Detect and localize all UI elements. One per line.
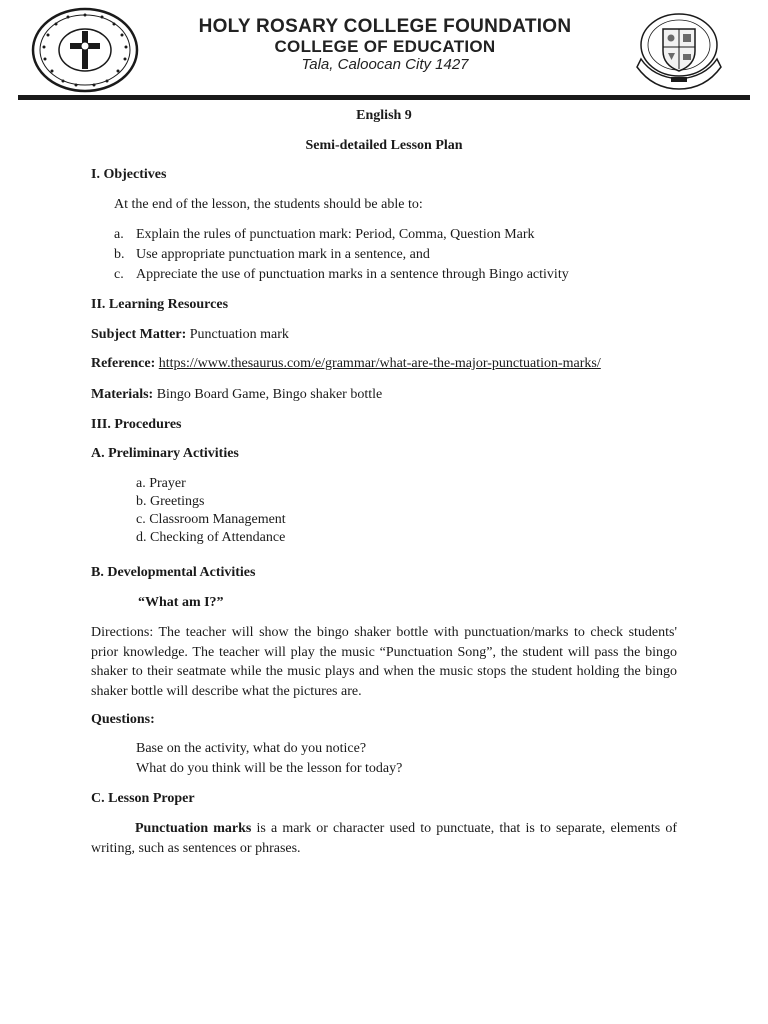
materials-line (91, 386, 382, 404)
lesson-definition-text: is a mark or character used to punctuate, that is to separate, elements of writing, such as sentences or phrases. (91, 821, 678, 856)
college-name: COLLEGE OF EDUCATION (274, 37, 496, 56)
lesson-term: Punctuation marks (135, 821, 252, 836)
activity-directions: Directions: The teacher will show the bingo shaker bottle with punctuation/marks to check students' prior knowledge. The teacher will play the music “Punctuation Song”, the student will pass the bingo shaker to their seatmate while the music plays and when the music stops the student holding the bingo shaker bottle will describe what the pictures are. (91, 625, 677, 699)
objectives-heading: I. Objectives (91, 167, 167, 182)
objective-marker: c. (114, 267, 124, 282)
objective-item: Appreciate the use of punctuation marks in a sentence through Bingo activity (136, 267, 569, 282)
letterhead-text (150, 17, 620, 74)
procedures-heading: III. Procedures (91, 417, 182, 432)
developmental-heading: B. Developmental Activities (91, 565, 256, 580)
question-item: What do you think will be the lesson for today? (136, 761, 403, 776)
lesson-proper-heading: C. Lesson Proper (91, 791, 195, 806)
college-address: Tala, Caloocan City 1427 (301, 56, 469, 73)
questions-heading: Questions: (91, 712, 155, 727)
page-title: English 9 (356, 108, 412, 123)
question-item: Base on the activity, what do you notice? (136, 741, 367, 756)
objective-marker: b. (114, 247, 125, 262)
education-shield-logo (633, 7, 725, 93)
subject-matter-line (91, 326, 289, 344)
objective-item: Explain the rules of punctuation mark: Period, Comma, Question Mark (136, 227, 535, 242)
subject-matter-label: Subject Matter: (91, 327, 187, 342)
header-divider (18, 95, 750, 100)
materials-value: Bingo Board Game, Bingo shaker bottle (156, 387, 383, 402)
lesson-definition (91, 819, 677, 858)
objective-item: Use appropriate punctuation mark in a sentence, and (136, 247, 430, 262)
materials-label: Materials: (91, 387, 154, 402)
preliminary-item: c. Classroom Management (136, 512, 286, 527)
reference-label: Reference: (91, 356, 156, 371)
letterhead (0, 0, 768, 100)
subject-matter-value: Punctuation mark (189, 327, 289, 342)
resources-heading: II. Learning Resources (91, 297, 229, 312)
objective-marker: a. (114, 227, 124, 242)
preliminary-heading: A. Preliminary Activities (91, 446, 239, 461)
page-subtitle: Semi-detailed Lesson Plan (305, 138, 463, 153)
reference-line (91, 355, 601, 373)
institution-name: HOLY ROSARY COLLEGE FOUNDATION (198, 16, 572, 37)
college-seal-logo (30, 7, 140, 93)
activity-title: “What am I?” (138, 595, 224, 610)
preliminary-item: d. Checking of Attendance (136, 530, 286, 545)
reference-link[interactable]: https://www.thesaurus.com/e/grammar/what-are-the-major-punctuation-marks/ (158, 356, 601, 371)
preliminary-item: b. Greetings (136, 494, 205, 509)
preliminary-item: a. Prayer (136, 476, 186, 491)
objectives-intro: At the end of the lesson, the students should be able to: (114, 197, 423, 212)
